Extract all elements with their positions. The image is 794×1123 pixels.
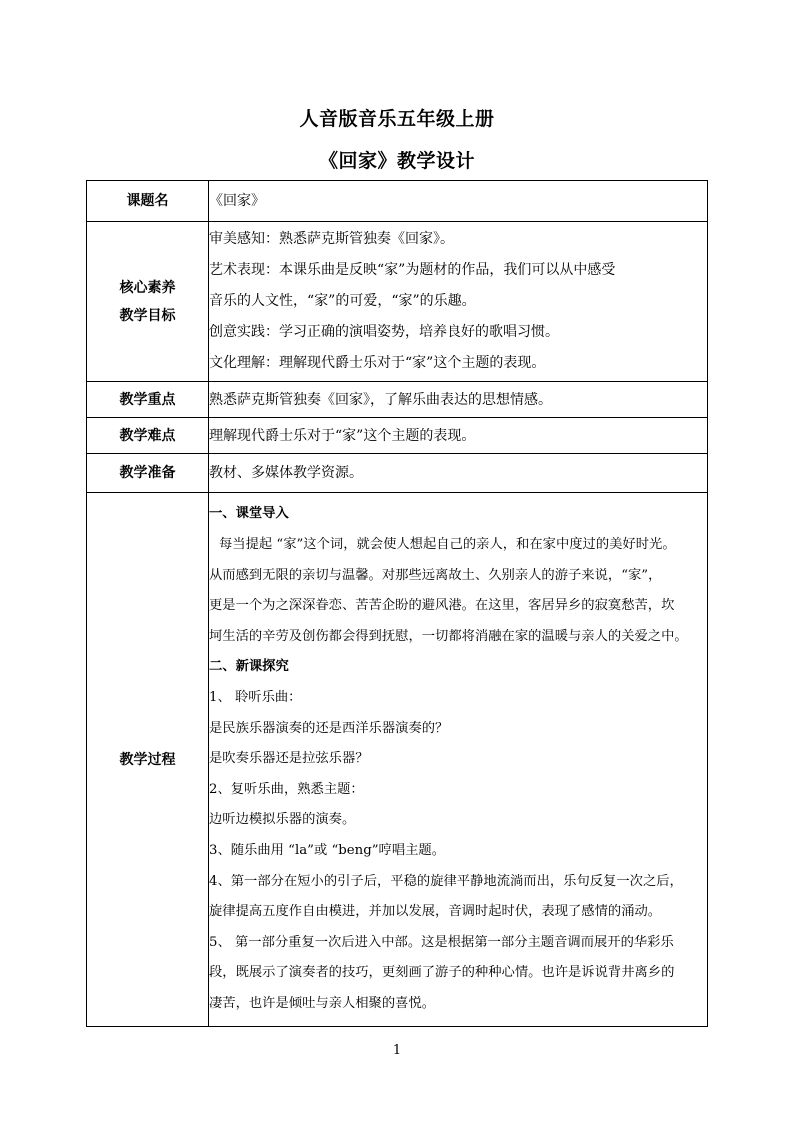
lesson-plan-table (86, 180, 708, 1027)
goals-label (87, 222, 209, 382)
section-heading: 二、新课探究 (209, 659, 289, 675)
table-row-process (87, 493, 708, 1027)
preparation-label: 教学准备 (87, 454, 209, 493)
goals-label-line: 核心素养 (119, 279, 176, 296)
process-line: 更是一个为之深深眷恋、苦苦企盼的避风港。在这里，客居异乡的寂寞愁苦，坎 (209, 598, 675, 614)
document-subtitle: 《回家》教学设计 (318, 150, 475, 172)
goal-line: 创意实践：学习正确的演唱姿势，培养良好的歌唱习惯。 (209, 324, 559, 340)
page-number: 1 (392, 1043, 402, 1058)
key-point-label: 教学重点 (87, 382, 209, 418)
table-row-difficulty (87, 418, 708, 454)
table-row-topic (87, 181, 708, 222)
process-line: 1、 聆听乐曲： (209, 690, 302, 706)
goal-line: 文化理解：理解现代爵士乐对于“家”这个主题的表现。 (209, 355, 546, 371)
goal-line: 审美感知：熟悉萨克斯管独奏《回家》。 (209, 231, 454, 247)
table-row-key-point (87, 382, 708, 418)
topic-label: 课题名 (87, 181, 209, 222)
process-line: 5、 第一部分重复一次后进入中部。这是根据第一部分主题音调而展开的华彩乐 (209, 934, 674, 950)
goal-line: 艺术表现：本课乐曲是反映“家”为题材的作品，我们可以从中感受 (209, 262, 616, 278)
difficulty-label: 教学难点 (87, 418, 209, 454)
document-title: 人音版音乐五年级上册 (299, 108, 495, 130)
process-line: 2、复听乐曲，熟悉主题： (209, 781, 364, 797)
goals-value (209, 222, 708, 382)
process-line: 凄苦，也许是倾吐与亲人相聚的喜悦。 (209, 995, 436, 1011)
process-value (209, 493, 708, 1027)
process-line: 从而感到无限的亲切与温馨。对那些远离故土、久别亲人的游子来说，“家”， (209, 567, 662, 583)
key-point-value: 熟悉萨克斯管独奏《回家》，了解乐曲表达的思想情感。 (209, 382, 708, 418)
table-row-goals (87, 222, 708, 382)
process-line: 坷生活的辛劳及创伤都会得到抚慰，一切都将消融在家的温暖与亲人的关爱之中。 (209, 628, 688, 644)
goals-label-line: 教学目标 (119, 307, 176, 324)
process-line: 4、第一部分在短小的引子后，平稳的旋律平静地流淌而出，乐句反复一次之后， (209, 873, 683, 889)
process-line: 是吹奏乐器还是拉弦乐器？ (209, 751, 369, 767)
table-row-preparation (87, 454, 708, 493)
process-line: 3、随乐曲用 “la”或 “beng”哼唱主题。 (209, 842, 446, 858)
difficulty-value: 理解现代爵士乐对于“家”这个主题的表现。 (209, 418, 708, 454)
process-line: 每当提起 “家”这个词，就会使人想起自己的亲人，和在家中度过的美好时光。 (219, 537, 676, 553)
process-line: 边听边模拟乐器的演奏。 (209, 812, 356, 828)
process-line: 是民族乐器演奏的还是西洋乐器演奏的？ (209, 720, 449, 736)
process-label: 教学过程 (87, 493, 209, 1027)
goal-line: 音乐的人文性，“家”的可爱，“家”的乐趣。 (209, 293, 476, 309)
preparation-value: 教材、多媒体教学资源。 (209, 454, 708, 493)
process-line: 段，既展示了演奏者的技巧，更刻画了游子的种种心情。也许是诉说背井离乡的 (209, 965, 675, 981)
process-line: 旋律提高五度作自由模进，并加以发展，音调时起时伏，表现了感情的涌动。 (209, 904, 662, 920)
section-heading: 一、课堂导入 (209, 506, 289, 522)
topic-value: 《回家》 (209, 181, 708, 222)
